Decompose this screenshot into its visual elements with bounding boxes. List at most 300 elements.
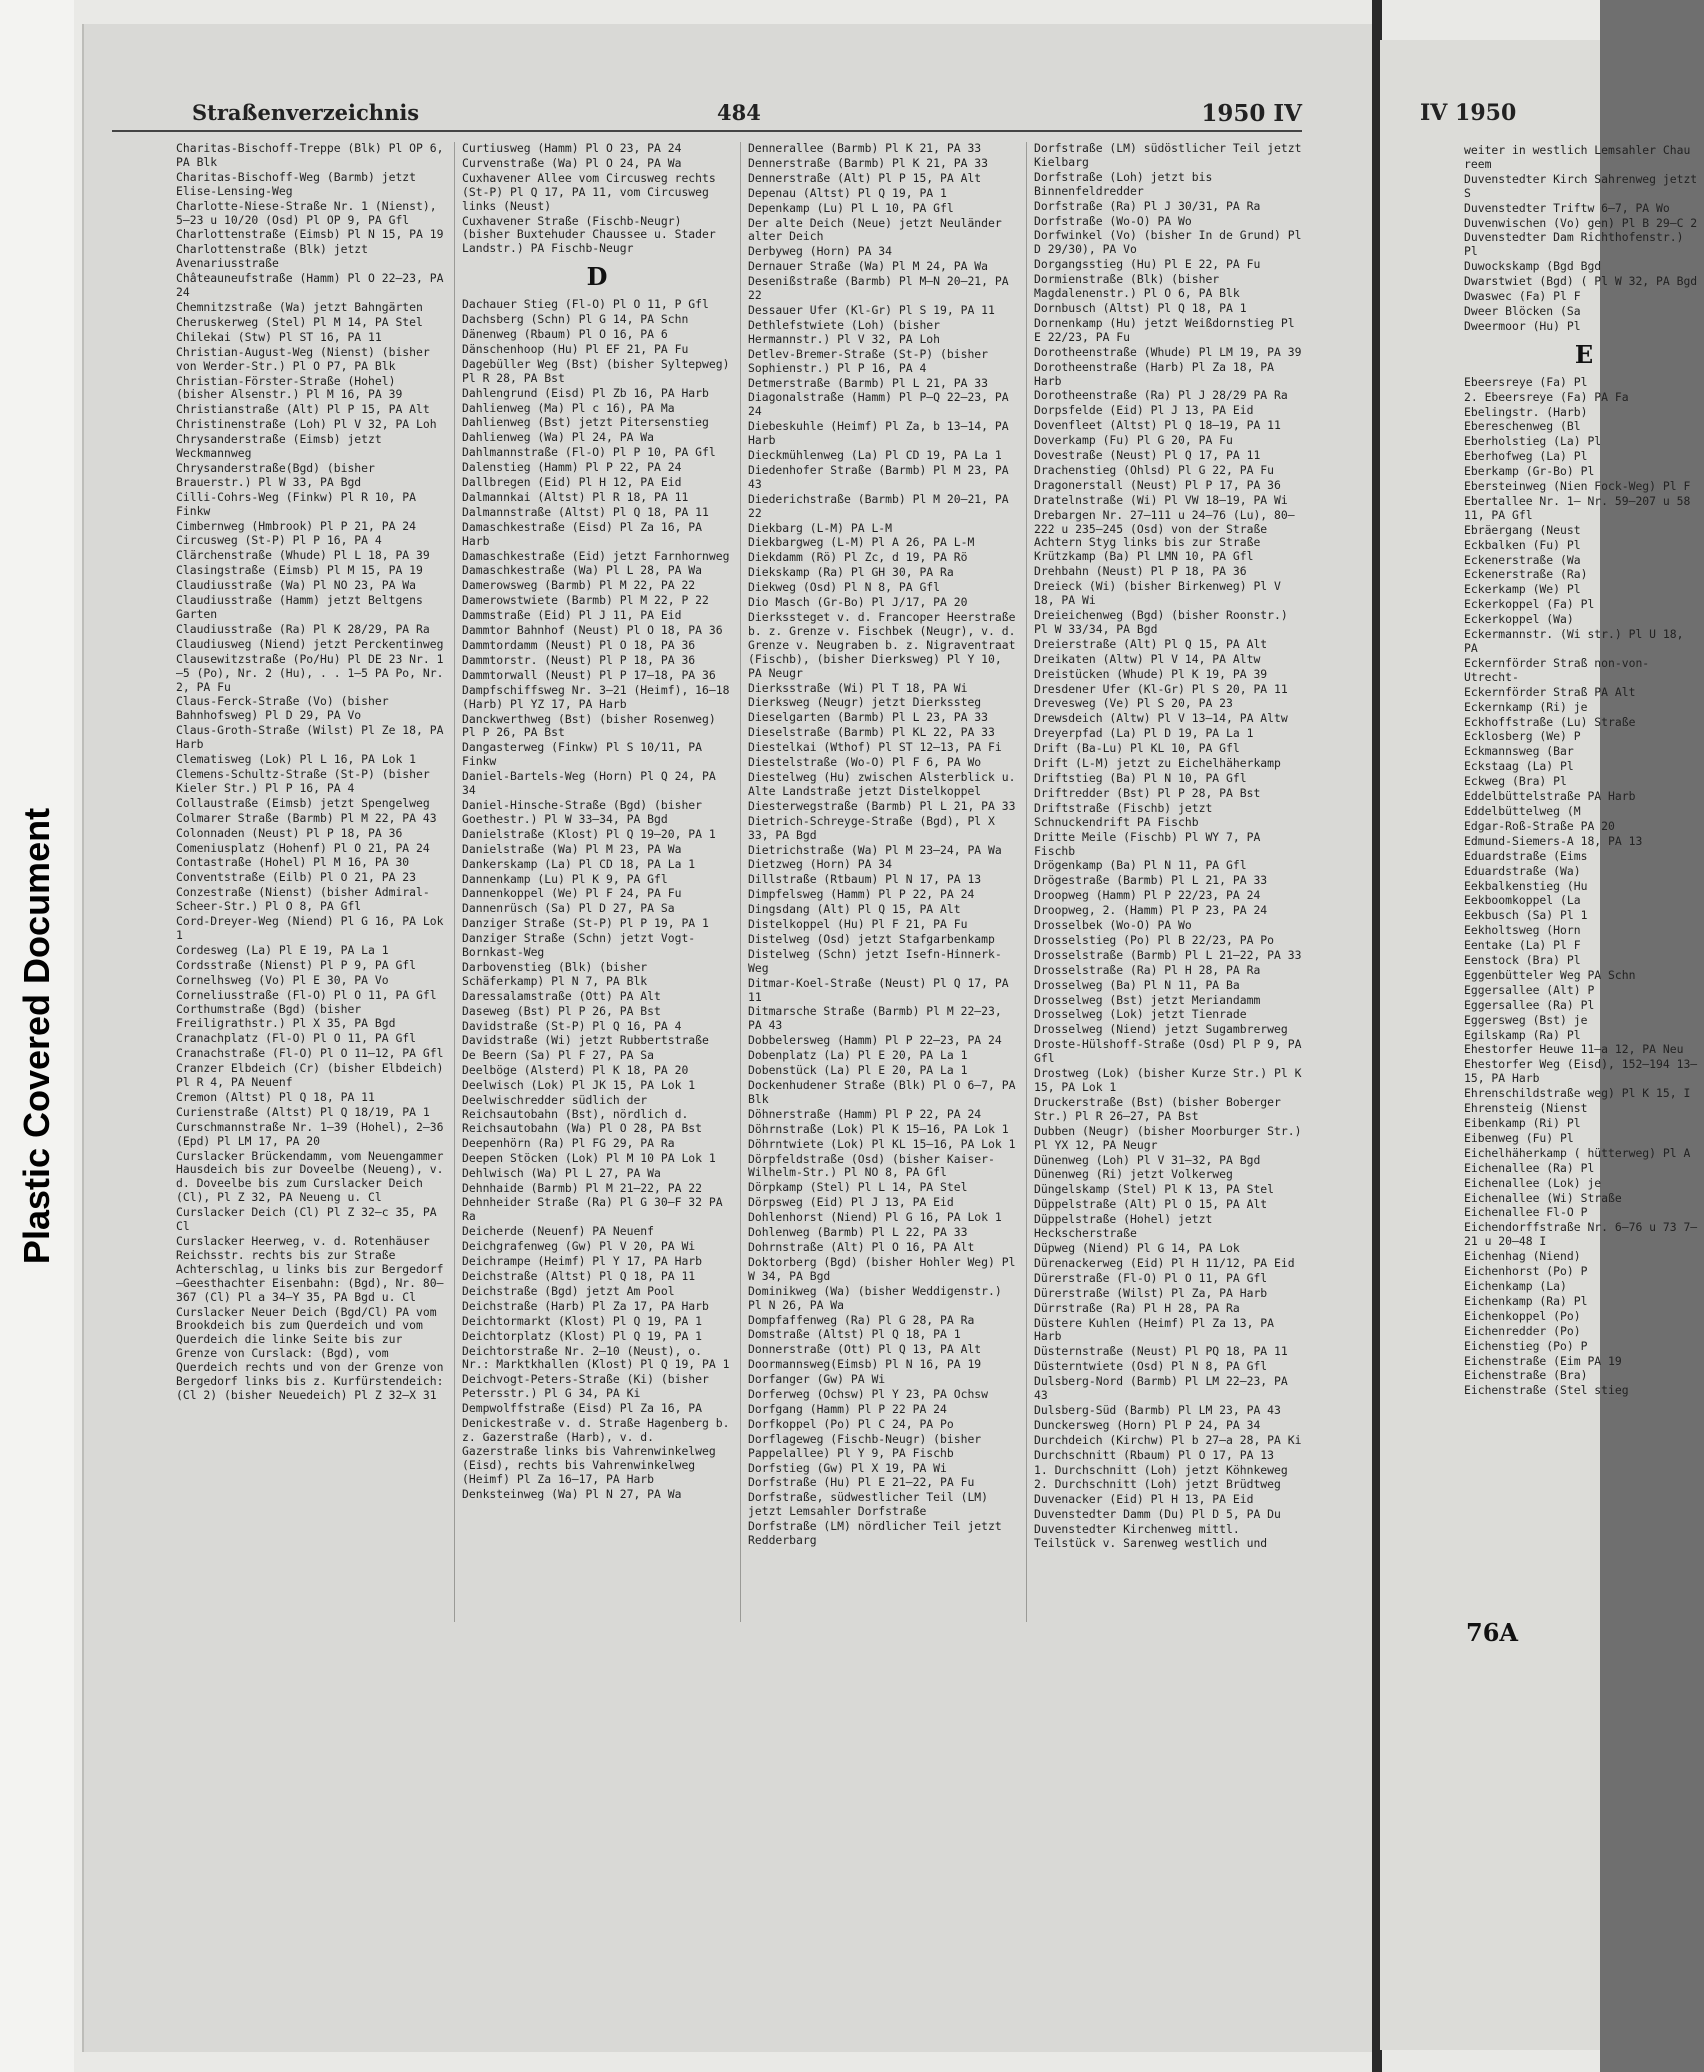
street-entry: Danckwerthweg (Bst) (bisher Rosenweg) Pl P 26, PA Bst [462,711,716,740]
street-entry: Dannenkoppel (We) Pl F 24, PA Fu [462,886,682,901]
street-entry: Eichenallee Fl-O P [1464,1205,1588,1220]
street-entry: Distelkoppel (Hu) Pl F 21, PA Fu [748,917,968,932]
right-page [1380,40,1698,2050]
street-entry: Dweer Blöcken (Sa [1464,303,1581,318]
street-entry: Corthumstraße (Bgd) (bisher Freiligrathstr.) Pl X 35, PA Bgd [176,1002,396,1031]
street-entry: Dietrichstraße (Wa) Pl M 23—24, PA Wa [748,842,1002,857]
street-entry: Durchdeich (Kirchw) Pl b 27—a 28, PA Ki [1034,1432,1302,1447]
street-entry: Dompfaffenweg (Ra) Pl G 28, PA Ra [748,1312,975,1327]
street-entry: Dimpfelsweg (Hamm) Pl P 22, PA 24 [748,887,975,902]
street-entry: Dammtor Bahnhof (Neust) Pl O 18, PA 36 [462,623,723,638]
street-entry: Dwarstwiet (Bgd) ( Pl W 32, PA Bgd [1464,274,1698,289]
street-entry: Curvenstraße (Wa) Pl O 24, PA Wa [462,155,682,170]
street-entry: Eckhoffstraße (Lu) Straße [1464,714,1636,729]
street-entry: Eichenstraße (Bra) [1464,1368,1588,1383]
street-entry: Dobenplatz (La) Pl E 20, PA La 1 [748,1048,968,1063]
street-entry: Chilekai (Stw) Pl ST 16, PA 11 [176,329,382,344]
street-entry: Doormannsweg(Eimsb) Pl N 16, PA 19 [748,1357,982,1372]
street-entry: 1. Durchschnitt (Loh) jetzt Köhnkeweg [1034,1462,1288,1477]
street-entry: Döhrnstraße (Lok) Pl K 15—16, PA Lok 1 [748,1121,1009,1136]
street-entry: 2. Ebeersreye (Fa) PA Fa [1464,389,1629,404]
street-entry: Curtiusweg (Hamm) Pl O 23, PA 24 [462,141,682,155]
street-entry: Davidstraße (St-P) Pl Q 16, PA 4 [462,1018,682,1033]
street-entry: Dürenackerweg (Eid) Pl H 11/12, PA Eid [1034,1255,1295,1270]
street-entry: Depenkamp (Lu) Pl L 10, PA Gfl [748,200,954,215]
street-entry: Eichenredder (Po) [1464,1323,1581,1338]
directory-column-2 [462,142,732,1502]
street-entry: Driftstraße (Fischb) jetzt Schnuckendrift PA Fischb [1034,800,1213,829]
street-entry: Duvenacker (Eid) Pl H 13, PA Eid [1034,1492,1254,1507]
street-entry: Diebeskuhle (Heimf) Pl Za, b 13—14, PA Harb [748,419,1009,448]
street-entry: Dubben (Neugr) (bisher Moorburger Str.) Pl YX 12, PA Neugr [1034,1123,1302,1152]
street-entry: Dorpsfelde (Eid) Pl J 13, PA Eid [1034,403,1254,418]
street-entry: Eichenallee (Ra) Pl [1464,1160,1595,1175]
street-entry: Dahlengrund (Eisd) Pl Zb 16, PA Harb [462,385,709,400]
street-entry: Dietrich-Schreyge-Straße (Bgd), Pl X 33, PA Bgd [748,813,995,842]
street-entry: Danielstraße (Klost) Pl Q 19—20, PA 1 [462,826,716,841]
street-entry: Eckernförder Straß non-von-Utrecht- [1464,655,1650,684]
street-entry: Drögenkamp (Ba) Pl N 11, PA Gfl [1034,858,1247,873]
street-entry: Duvenstedter Kirchenweg mittl. Teilstück v. Sarenweg westlich und [1034,1522,1268,1551]
street-entry: Dürerstraße (Fl-O) Pl O 11, PA Gfl [1034,1270,1268,1285]
street-entry: Doverkamp (Fu) Pl G 20, PA Fu [1034,433,1233,448]
street-entry: Egilskamp (Ra) Pl [1464,1027,1581,1042]
street-entry: Eichendorffstraße Nr. 6—76 u 73 7—21 u 20—48 I [1464,1220,1698,1249]
street-entry: Diestelstraße (Wo-O) Pl F 6, PA Wo [748,755,982,770]
street-entry: Eekholtsweg (Horn [1464,923,1581,938]
street-entry: Dorfstraße, südwestlicher Teil (LM) jetzt Lemsahler Dorfstraße [748,1490,989,1519]
street-entry: Döhrntwiete (Lok) Pl KL 15—16, PA Lok 1 [748,1136,1016,1151]
street-entry: Eduardstraße (Wa) [1464,863,1581,878]
street-entry: Dahlienweg (Ma) Pl c 16), PA Ma [462,400,675,415]
right-page-footer: 76A [1466,1618,1519,1647]
street-entry: Dahlmannstraße (Fl-O) Pl P 10, PA Gfl [462,445,716,460]
street-entry: Darbovenstieg (Blk) (bisher Schäferkamp) Pl N 7, PA Blk [462,959,648,988]
street-entry: Eduardstraße (Eims [1464,848,1588,863]
street-entry: Dankerskamp (La) Pl CD 18, PA La 1 [462,856,696,871]
street-entry: Dweermoor (Hu) Pl [1464,318,1581,333]
page-number: 484 [717,100,761,125]
street-entry: Dannenkamp (Lu) Pl K 9, PA Gfl [462,871,668,886]
street-entry: Doktorberg (Bgd) (bisher Hohler Weg) Pl W 34, PA Bgd [748,1254,1016,1283]
street-entry: Curienstraße (Altst) Pl Q 18/19, PA 1 [176,1104,430,1119]
street-entry: Dorotheenstraße (Harb) Pl Za 18, PA Harb [1034,359,1275,388]
street-entry: Dio Masch (Gr-Bo) Pl J/17, PA 20 [748,595,968,610]
street-entry: Conzestraße (Nienst) (bisher Admiral-Scheer-Str.) Pl O 8, PA Gfl [176,885,430,914]
street-entry: Drift (Ba-Lu) Pl KL 10, PA Gfl [1034,741,1240,756]
street-entry: Dominikweg (Wa) (bisher Weddigenstr.) Pl N 26, PA Wa [748,1283,1002,1312]
street-entry: Drehbahn (Neust) Pl P 18, PA 36 [1034,564,1247,579]
street-entry: Dieselstraße (Barmb) Pl KL 22, PA 33 [748,725,995,740]
street-entry: Eddelbüttelweg (M [1464,803,1581,818]
street-entry: Eichenstraße (Eim PA 19 [1464,1353,1622,1368]
street-entry: Diesterwegstraße (Barmb) Pl L 21, PA 33 [748,798,1016,813]
street-entry: Cimbernweg (Hmbrook) Pl P 21, PA 24 [176,518,417,533]
street-entry: Dammtorwall (Neust) Pl P 17—18, PA 36 [462,667,716,682]
street-entry: Dietzweg (Horn) PA 34 [748,857,893,872]
street-entry: Detlev-Bremer-Straße (St-P) (bisher Sophienstr.) Pl P 16, PA 4 [748,346,989,375]
street-entry: Eibenkamp (Ri) Pl [1464,1116,1581,1130]
street-entry: Danziger Straße (St-P) Pl P 19, PA 1 [462,916,709,931]
page-header [112,100,1302,132]
street-entry: Daniel-Bartels-Weg (Horn) Pl Q 24, PA 34 [462,769,716,798]
street-entry: Curslacker Deich (Cl) Pl Z 32—c 35, PA Cl [176,1205,437,1234]
street-entry: Dorflageweg (Fischb-Neugr) (bisher Pappelallee) Pl Y 9, PA Fischb [748,1431,982,1460]
street-entry: Colmarer Straße (Barmb) Pl M 22, PA 43 [176,810,437,825]
street-entry: Duvenwischen (Vo) gen) Pl B 29—C 2 [1464,215,1698,230]
street-entry: Diestelkai (Wthof) Pl ST 12—13, PA Fi [748,740,1002,755]
street-entry: Dreieck (Wi) (bisher Birkenweg) Pl V 18, PA Wi [1034,579,1281,608]
street-entry: Dieselgarten (Barmb) Pl L 23, PA 33 [748,710,989,725]
street-entry: Deelwisch (Lok) Pl JK 15, PA Lok 1 [462,1078,696,1093]
directory-column-3 [748,142,1018,1549]
street-entry: Claudiusstraße (Hamm) jetzt Beltgens Garten [176,593,423,621]
street-entry: Dohrnstraße (Alt) Pl O 16, PA Alt [748,1239,975,1254]
street-entry: Comeniusplatz (Hohenf) Pl O 21, PA 24 [176,840,430,855]
street-entry: Diekbargweg (L-M) Pl A 26, PA L-M [748,535,975,550]
street-entry: Döhnerstraße (Hamm) Pl P 22, PA 24 [748,1106,982,1121]
street-entry: Damaschkestraße (Eid) jetzt Farnhornweg [462,548,730,563]
street-entry: Ehestorfer Heuwe 11—a 12, PA Neu [1464,1042,1684,1057]
street-entry: Dörpkamp (Stel) Pl L 14, PA Stel [748,1180,968,1195]
street-entry: Dillstraße (Rtbaum) Pl N 17, PA 13 [748,872,982,887]
street-entry: Claus-Ferck-Straße (Vo) (bisher Bahnhofsweg) Pl D 29, PA Vo [176,694,389,723]
street-entry: Dahlienweg (Wa) Pl 24, PA Wa [462,430,655,445]
street-entry: Chrysanderstraße(Bgd) (bisher Brauerstr.) Pl W 33, PA Bgd [176,460,375,489]
street-entry: Deepen Stöcken (Lok) Pl M 10 PA Lok 1 [462,1150,716,1165]
street-entry: Charitas-Bischoff-Weg (Barmb) jetzt Elise-Lensing-Weg [176,169,417,198]
street-entry: Dorfkoppel (Po) Pl C 24, PA Po [748,1416,954,1431]
street-entry: Christian-August-Weg (Nienst) (bisher von Werder-Str.) Pl O P7, PA Blk [176,344,430,373]
street-entry: Diekskamp (Ra) Pl GH 30, PA Ra [748,565,954,580]
street-entry: Colonnaden (Neust) Pl P 18, PA 36 [176,825,403,840]
street-entry: Daseweg (Bst) Pl P 26, PA Bst [462,1003,661,1018]
street-entry: Diestelweg (Hu) zwischen Alsterblick u. Alte Landstraße jetzt Distelkoppel [748,769,1016,798]
header-title: Straßenverzeichnis [192,100,420,125]
street-entry: Châteauneufstraße (Hamm) Pl O 22—23, PA 24 [176,271,444,300]
street-entry: Cuxhavener Straße (Fischb-Neugr) (bisher Buxtehuder Chaussee u. Stader Landstr.) PA Fischb-Neugr [462,213,716,256]
section-letter: E [1574,339,1594,369]
street-entry: Desenißstraße (Barmb) Pl M—N 20—21, PA 22 [748,274,1009,303]
column-divider [454,142,455,1622]
street-entry: Charlotte-Niese-Straße Nr. 1 (Nienst), 5—23 u 10/20 (Osd) Pl OP 9, PA Gfl [176,198,437,227]
street-entry: Dörpfeldstraße (Osd) (bisher Kaiser-Wilhelm-Str.) Pl NO 8, PA Gfl [748,1151,995,1180]
street-entry: Dornenkamp (Hu) jetzt Weißdornstieg Pl E 22/23, PA Fu [1034,315,1295,344]
street-entry: Dormienstraße (Blk) (bisher Magdalenenstr.) Pl O 6, PA Blk [1034,272,1240,301]
street-entry: Clematisweg (Lok) Pl L 16, PA Lok 1 [176,752,417,767]
street-entry: Cranzer Elbdeich (Cr) (bisher Elbdeich) Pl R 4, PA Neuenf [176,1061,444,1089]
street-entry: Dorgangsstieg (Hu) Pl E 22, PA Fu [1034,257,1261,272]
street-entry: Diekweg (Osd) Pl N 8, PA Gfl [748,580,941,595]
street-entry: Dresdener Ufer (Kl-Gr) Pl S 20, PA 11 [1034,681,1288,696]
street-entry: Ecklosberg (We) P [1464,729,1581,744]
street-entry: Dorfanger (Gw) PA Wi [748,1372,886,1387]
street-entry: Eggersallee (Ra) Pl [1464,997,1595,1012]
street-entry: Dieckmühlenweg (La) Pl CD 19, PA La 1 [748,448,1002,463]
street-entry: Eckbalken (Fu) Pl [1464,537,1581,552]
street-entry: Eckstaag (La) Pl [1464,759,1574,774]
street-entry: Detmerstraße (Barmb) Pl L 21, PA 33 [748,375,989,390]
street-entry: Denksteinweg (Wa) Pl N 27, PA Wa [462,1486,682,1501]
street-entry: Eddelbüttelstraße PA Harb [1464,789,1636,804]
street-entry: Deichtorstraße Nr. 2—10 (Neust), o. Nr.: Marktkhallen (Klost) Pl Q 19, PA 1 [462,1343,730,1372]
street-entry: Eichenhag (Niend) [1464,1249,1581,1264]
street-entry: Drevesweg (Ve) Pl S 20, PA 23 [1034,696,1233,711]
street-entry: Diekdamm (Rö) Pl Zc, d 19, PA Rö [748,550,968,565]
street-entry: Damaschkestraße (Wa) Pl L 28, PA Wa [462,563,703,578]
street-entry: Edmund-Siemers-A 18, PA 13 [1464,833,1643,848]
street-entry: Drosselweg (Niend) jetzt Sugambrerweg [1034,1022,1288,1037]
street-entry: Durchschnitt (Rbaum) Pl O 17, PA 13 [1034,1447,1275,1462]
street-entry: Dorotheenstraße (Whude) Pl LM 19, PA 39 [1034,344,1302,359]
street-entry: Drosselweg (Lok) jetzt Tienrade [1034,1007,1247,1022]
street-entry: Ebeersreye (Fa) Pl [1464,374,1588,389]
street-entry: Eckenerstraße (Ra) [1464,567,1588,582]
street-entry: Dänschenhoop (Hu) Pl EF 21, PA Fu [462,341,689,356]
street-entry: Charlottenstraße (Eimsb) Pl N 15, PA 19 [176,227,444,242]
street-entry: Deichstraße (Harb) Pl Za 17, PA Harb [462,1298,709,1313]
street-entry: Dovestraße (Neust) Pl Q 17, PA 11 [1034,448,1261,463]
street-entry: Eentake (La) Pl F [1464,938,1581,953]
street-entry: Dannenrüsch (Sa) Pl D 27, PA Sa [462,901,675,916]
street-entry: Clasingstraße (Eimsb) Pl M 15, PA 19 [176,563,423,578]
street-entry: Dreikaten (Altw) Pl V 14, PA Altw [1034,651,1261,666]
street-entry: Eggersweg (Bst) je [1464,1012,1588,1027]
street-entry: Dulsberg-Süd (Barmb) Pl LM 23, PA 43 [1034,1402,1281,1417]
street-entry: Duvenstedter Triftw 6—7, PA Wo [1464,200,1670,215]
street-entry: Collaustraße (Eimsb) jetzt Spengelweg [176,795,430,810]
street-entry: Cheruskerweg (Stel) Pl M 14, PA Stel [176,314,423,329]
street-entry: Dockenhudener Straße (Blk) Pl O 6—7, PA Blk [748,1078,1016,1106]
street-entry: Eekbusch (Sa) Pl 1 [1464,908,1588,923]
street-entry: Dahlienweg (Bst) jetzt Pitersenstieg [462,415,709,430]
street-entry: Driftredder (Bst) Pl P 28, PA Bst [1034,785,1261,800]
street-entry: Eichenkamp (Ra) Pl [1464,1293,1588,1308]
street-entry: Dorfstraße (Wo-O) PA Wo [1034,213,1192,228]
street-entry: Ebelingstr. (Harb) [1464,404,1588,419]
street-entry: Duvenstedter Dam Richthofenstr.) Pl [1464,230,1684,259]
street-entry: Dorfwinkel (Vo) (bisher In de Grund) Pl D 29/30), PA Vo [1034,228,1302,257]
street-entry: Distelweg (Osd) jetzt Stafgarbenkamp [748,931,995,946]
street-entry: Dürrstraße (Ra) Pl H 28, PA Ra [1034,1300,1240,1315]
street-entry: Eckerkoppel (Fa) Pl [1464,597,1595,612]
street-entry: Eberhofweg (La) Pl [1464,449,1588,464]
street-entry: De Beern (Sa) Pl F 27, PA Sa [462,1048,655,1063]
street-entry: Dalmannstraße (Altst) Pl Q 18, PA 11 [462,504,709,519]
street-entry: Chrysanderstraße (Eimsb) jetzt Weckmannweg [176,432,382,461]
street-entry: Dovenfleet (Altst) Pl Q 18—19, PA 11 [1034,418,1281,433]
street-entry: Ehrenschildstraße weg) Pl K 15, I [1464,1086,1691,1101]
street-entry: Dragonerstall (Neust) Pl P 17, PA 36 [1034,477,1281,492]
street-entry: Damerowsweg (Barmb) Pl M 22, PA 22 [462,578,696,593]
street-entry: Dohlenhorst (Niend) Pl G 16, PA Lok 1 [748,1210,1002,1225]
street-entry: Dernauer Straße (Wa) Pl M 24, PA Wa [748,259,989,274]
street-entry: Denickestraße v. d. Straße Hagenberg b. z. Gazerstraße (Harb), v. d. Gazerstraße links bis Vahrenwinkelweg (Eisd), rechts bis Vahrenwinkelweg (Heimf) Pl Za 16—17, PA Harb [462,1416,730,1486]
street-entry: Droste-Hülshoff-Straße (Osd) Pl P 9, PA Gfl [1034,1037,1302,1066]
street-entry: Dorfstieg (Gw) Pl X 19, PA Wi [748,1460,947,1475]
street-entry: Charlottenstraße (Blk) jetzt Avenariusstraße [176,242,369,271]
street-entry: Cilli-Cohrs-Weg (Finkw) Pl R 10, PA Finkw [176,489,417,518]
street-entry: Distelweg (Schn) jetzt Isefn-Hinnerk-Weg [748,946,1002,975]
right-page-header: IV 1950 [1420,100,1517,126]
street-entry: Eckernkamp (Ri) je [1464,699,1588,714]
street-entry: Dobbelersweg (Hamm) Pl P 22—23, PA 24 [748,1033,1002,1048]
street-entry: Cranachplatz (Fl-O) Pl O 11, PA Gfl [176,1031,417,1046]
street-entry: Düsternstraße (Neust) Pl PQ 18, PA 11 [1034,1344,1288,1359]
street-entry: Dangasterweg (Finkw) Pl S 10/11, PA Finkw [462,740,703,769]
street-entry: Damaschkestraße (Eisd) Pl Za 16, PA Harb [462,519,703,548]
street-entry: Dorfstraße (LM) nördlicher Teil jetzt Redderbarg [748,1519,1002,1548]
street-entry: Ebertallee Nr. 1— Nr. 59—207 u 58 11, PA Gfl [1464,493,1691,522]
street-entry: Dwaswec (Fa) Pl F [1464,289,1581,304]
street-entry: Ebereschenweg (Bl [1464,419,1581,434]
street-entry: Eckernförder Straß PA Alt [1464,684,1636,699]
street-entry: Dorfgang (Hamm) Pl P 22 PA 24 [748,1401,947,1416]
street-entry: Eichenkoppel (Po) [1464,1308,1581,1323]
street-entry: Dempwolffstraße (Eisd) Pl Za 16, PA [462,1401,703,1416]
street-entry: Eenstock (Bra) Pl [1464,953,1581,968]
street-entry: Daressalamstraße (Ott) PA Alt [462,988,661,1003]
street-entry: Ebersteinweg (Nien Fock-Weg) Pl F [1464,479,1691,494]
street-entry: Christian-Förster-Straße (Hohel) (bisher Alsenstr.) Pl M 16, PA 39 [176,373,403,402]
street-entry: Dornbusch (Altst) Pl Q 18, PA 1 [1034,300,1247,315]
street-entry: Dennerallee (Barmb) Pl K 21, PA 33 [748,141,982,155]
street-entry: Cordsstraße (Nienst) Pl P 9, PA Gfl [176,957,417,972]
street-entry: Depenau (Altst) Pl Q 19, PA 1 [748,185,947,200]
street-entry: Duvenstedter Kirch Sahrenweg jetzt S [1464,171,1698,200]
street-entry: Deichtorplatz (Klost) Pl Q 19, PA 1 [462,1328,703,1343]
street-directory-columns [176,142,1302,2052]
street-entry: Eichenstraße (Stel stieg [1464,1383,1629,1398]
street-entry: Eibenweg (Fu) Pl [1464,1130,1574,1145]
street-entry: Drosselweg (Bst) jetzt Meriandamm [1034,992,1261,1007]
street-entry: Corneliusstraße (Fl-O) Pl O 11, PA Gfl [176,987,437,1002]
street-entry: Dürerstraße (Wilst) Pl Za, PA Harb [1034,1285,1268,1300]
street-entry: Dörpsweg (Eid) Pl J 13, PA Eid [748,1195,954,1210]
street-entry: Eberkamp (Gr-Bo) Pl [1464,464,1595,479]
street-entry: Eckweg (Bra) Pl [1464,774,1567,789]
street-entry: Deicherde (Neuenf) PA Neuenf [462,1224,655,1239]
street-entry: Dünenweg (Ri) jetzt Volkerweg [1034,1167,1233,1182]
street-entry: Curschmannstraße Nr. 1—39 (Hohel), 2—36 (Epd) Pl LM 17, PA 20 [176,1119,444,1148]
street-entry: Curslacker Brückendamm, vom Neuengammer Hausdeich bis zur Doveelbe (Neueng), v. d. Doveelbe bis zum Curslacker Deich (Cl), Pl Z 32, PA Neueng u. Cl [176,1148,444,1205]
street-entry: Clärchenstraße (Whude) Pl L 18, PA 39 [176,548,430,563]
street-entry: Eckmannsweg (Bar [1464,744,1574,759]
directory-column-1 [176,142,446,1404]
street-entry: Dorotheenstraße (Ra) Pl J 28/29 PA Ra [1034,388,1288,403]
street-entry: Diederichstraße (Barmb) Pl M 20—21, PA 22 [748,491,1009,520]
street-entry: Dorfstraße (LM) südöstlicher Teil jetzt Kielbarg [1034,141,1302,169]
street-entry: Eichelhäherkamp ( hütterweg) Pl A [1464,1145,1691,1160]
street-entry: Drachenstieg (Ohlsd) Pl G 22, PA Fu [1034,462,1275,477]
street-entry: Eberholstieg (La) Pl [1464,434,1602,449]
street-entry: Cord-Dreyer-Weg (Niend) Pl G 16, PA Lok 1 [176,914,444,942]
street-entry: Dampfschiffsweg Nr. 3—21 (Heimf), 16—18 (Harb) Pl YZ 17, PA Harb [462,682,730,711]
street-entry: Eichenallee (Lok) je [1464,1175,1602,1190]
street-entry: Daniel-Hinsche-Straße (Bgd) (bisher Goethestr.) Pl W 33—34, PA Bgd [462,797,703,826]
street-entry: Eckerkamp (We) Pl [1464,582,1581,597]
street-entry: Damerowstwiete (Barmb) Pl M 22, P 22 [462,593,709,608]
street-entry: Conventstraße (Eilb) Pl O 21, PA 23 [176,870,417,885]
street-entry: Dammtorstr. (Neust) Pl P 18, PA 36 [462,652,696,667]
street-entry: weiter in westlich Lemsahler Chau reem [1464,143,1691,171]
street-entry: Dreistücken (Whude) Pl K 19, PA 39 [1034,666,1268,681]
street-entry: Drosselstraße (Ra) Pl H 28, PA Ra [1034,962,1261,977]
street-entry: Düsterntwiete (Osd) Pl N 8, PA Gfl [1034,1359,1268,1374]
column-divider [740,142,741,1622]
street-entry: Dalmannkai (Altst) Pl R 18, PA 11 [462,489,689,504]
street-entry: Charitas-Bischoff-Treppe (Blk) Pl OP 6, PA Blk [176,141,444,169]
street-entry: Claudiusstraße (Ra) Pl K 28/29, PA Ra [176,621,430,636]
street-entry: Curslacker Heerweg, v. d. Rotenhäuser Reichsstr. rechts bis zur Straße Achterschlag, u links bis zur Bergedorf—Geesthachter Eisenbahn: (Bgd), Nr. 80—367 (Cl) Pl a 34—Y 35, PA Bgd u. Cl [176,1233,444,1304]
street-entry: Der alte Deich (Neue) jetzt Neuländer alter Deich [748,215,1002,244]
street-entry: Deichrampe (Heimf) Pl Y 17, PA Harb [462,1254,703,1269]
street-entry: Dänenweg (Rbaum) Pl O 16, PA 6 [462,326,668,341]
street-entry: Drebargen Nr. 27—111 u 24—76 (Lu), 80—222 u 235—245 (Osd) von der Straße Achtern Styg links bis zur Straße Krützkamp (Ba) Pl LMN 10, PA Gfl [1034,507,1295,564]
street-entry: Drosselstraße (Barmb) Pl L 21—22, PA 33 [1034,947,1302,962]
street-entry: Deichstraße (Bgd) jetzt Am Pool [462,1283,675,1298]
street-entry: Edgar-Roß-Straße PA 20 [1464,818,1615,833]
street-entry: Drosselbek (Wo-O) PA Wo [1034,918,1192,933]
street-entry: Eekbalkenstieg (Hu [1464,878,1588,893]
street-entry: Dreieichenweg (Bgd) (bisher Roonstr.) Pl W 33/34, PA Bgd [1034,608,1288,636]
street-entry: Claudiusweg (Niend) jetzt Perckentinweg [176,636,444,651]
street-entry: Dammtordamm (Neust) Pl O 18, PA 36 [462,638,696,652]
street-entry: Curslacker Neuer Deich (Bgd/Cl) PA vom Brookdeich bis zum Querdeich und vom Querdeich die linke Seite bis zur Grenze von Curslack: (Bgd), vom Querdeich rechts und von der Grenze von Bergedorf links bis z. Kurfürstendeich: (Cl 2) (bisher Neuedeich) Pl Z 32—X 31 [176,1304,444,1402]
street-entry: Deichgrafenweg (Gw) Pl V 20, PA Wi [462,1239,696,1254]
street-entry: Eggersallee (Alt) P [1464,982,1595,997]
side-label-text: Plastic Covered Document [16,807,58,1265]
street-entry: Danielstraße (Wa) Pl M 23, PA Wa [462,841,682,856]
street-entry: Dammstraße (Eid) Pl J 11, PA Eid [462,608,682,623]
street-entry: Davidstraße (Wi) jetzt Rubbertstraße [462,1033,709,1048]
street-entry: Duwockskamp (Bgd Bgd [1464,259,1602,274]
header-edition: 1950 IV [1201,100,1302,127]
column-divider [1026,142,1027,1622]
street-entry: Dalenstieg (Hamm) Pl P 22, PA 24 [462,460,682,475]
street-entry: Dulsberg-Nord (Barmb) Pl LM 22—23, PA 43 [1034,1374,1288,1403]
street-entry: Cordesweg (La) Pl E 19, PA La 1 [176,942,389,957]
street-entry: Christianstraße (Alt) Pl P 15, PA Alt [176,402,430,417]
street-entry: Droopweg, 2. (Hamm) Pl P 23, PA 24 [1034,903,1268,918]
street-entry: Ehrensteig (Nienst [1464,1101,1588,1116]
street-entry: Dünenweg (Loh) Pl V 31—32, PA Bgd [1034,1152,1261,1167]
street-entry: Eichenallee (Wi) Straße [1464,1190,1622,1205]
street-entry: Eckerkoppel (Wa) [1464,612,1574,627]
street-entry: Dohlenweg (Barmb) Pl L 22, PA 33 [748,1225,968,1240]
street-entry: Dehnheider Straße (Ra) Pl G 30—F 32 PA Ra [462,1195,723,1224]
street-entry: Dierksweg (Neugr) jetzt Dierkssteg [748,695,982,710]
street-entry: Dachsberg (Schn) Pl G 14, PA Schn [462,312,689,327]
street-entry: Deichstraße (Altst) Pl Q 18, PA 11 [462,1268,696,1283]
street-entry: Dorfstraße (Ra) Pl J 30/31, PA Ra [1034,198,1261,213]
street-entry: Drewsdeich (Altw) Pl V 13—14, PA Altw [1034,711,1288,726]
street-entry: Cuxhavener Allee vom Circusweg rechts (St-P) Pl Q 17, PA 11, vom Circusweg links (Neust) [462,170,716,213]
street-entry: Eekboomkoppel (La [1464,893,1581,908]
street-entry: Düstere Kuhlen (Heimf) Pl Za 13, PA Harb [1034,1315,1275,1344]
street-entry: Droopweg (Hamm) Pl P 22/23, PA 24 [1034,888,1261,903]
street-entry: Danziger Straße (Schn) jetzt Vogt-Bornkast-Weg [462,931,696,960]
street-entry: Dehnhaide (Barmb) Pl M 21—22, PA 22 [462,1180,703,1195]
street-entry: Dreyerpfad (La) Pl D 19, PA La 1 [1034,726,1254,741]
street-entry: Dorfstraße (Hu) Pl E 21—22, PA Fu [748,1475,975,1490]
street-entry: Düppelstraße (Hohel) jetzt Heckscherstraße [1034,1212,1213,1241]
street-entry: Circusweg (St-P) Pl P 16, PA 4 [176,533,382,548]
street-entry: Düpweg (Niend) Pl G 14, PA Lok [1034,1240,1240,1255]
street-entry: Deichvogt-Peters-Straße (Ki) (bisher Petersstr.) Pl G 34, PA Ki [462,1372,709,1401]
street-entry: Deepenhörn (Ra) Pl FG 29, PA Ra [462,1135,675,1150]
street-entry: Ditmar-Koel-Straße (Neust) Pl Q 17, PA 11 [748,975,1009,1004]
